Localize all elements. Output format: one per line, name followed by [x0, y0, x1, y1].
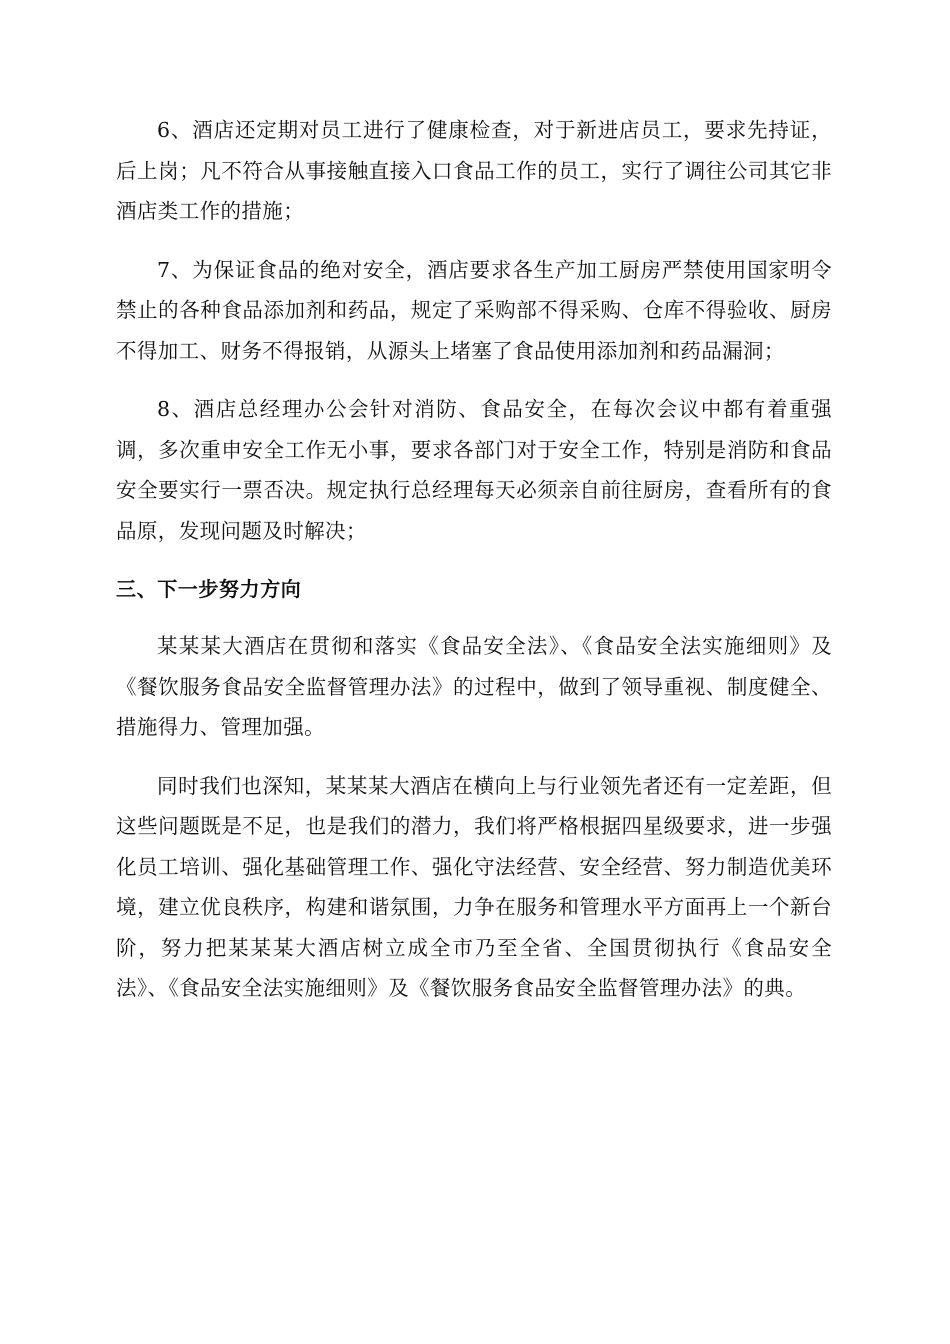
paragraph-item-8: 8、酒店总经理办公会针对消防、食品安全，在每次会议中都有着重强调，多次重申安全工作无小事，要求各部门对于安全工作，特别是消防和食品安全要实行一票否决。规定执行总经理每天必须亲自前往厨房，查看所有的食品原，发现问题及时解决； [116, 397, 832, 543]
paragraph-item-7: 7、为保证食品的绝对安全，酒店要求各生产加工厨房严禁使用国家明令禁止的各种食品添加剂和药品，规定了采购部不得采购、仓库不得验收、厨房不得加工、财务不得报销，从源头上堵塞了食品使用添加剂和药品漏洞； [116, 257, 832, 363]
paragraph-future-direction: 同时我们也深知，某某某大酒店在横向上与行业领先者还有一定差距，但这些问题既是不足，也是我们的潜力，我们将严格根据四星级要求，进一步强化员工培训、强化基础管理工作、强化守法经营、安全经营、努力制造优美环境，建立优良秩序，构建和谐氛围，力争在服务和管理水平方面再上一个新台阶，努力把某某某大酒店树立成全市乃至全省、全国贯彻执行《食品安全法》、《食品安全法实施细则》及《餐饮服务食品安全监督管理办法》的典。 [116, 773, 832, 1000]
paragraph-implementation: 某某某大酒店在贯彻和落实《食品安全法》、《食品安全法实施细则》及《餐饮服务食品安全监督管理办法》的过程中，做到了领导重视、制度健全、措施得力、管理加强。 [116, 634, 832, 739]
paragraph-item-6: 6、酒店还定期对员工进行了健康检查，对于新进店员工，要求先持证，后上岗；凡不符合从事接触直接入口食品工作的员工，实行了调往公司其它非酒店类工作的措施； [116, 118, 832, 223]
document-page [116, 110, 832, 1027]
section-heading: 三、下一步努力方向 [116, 577, 302, 601]
